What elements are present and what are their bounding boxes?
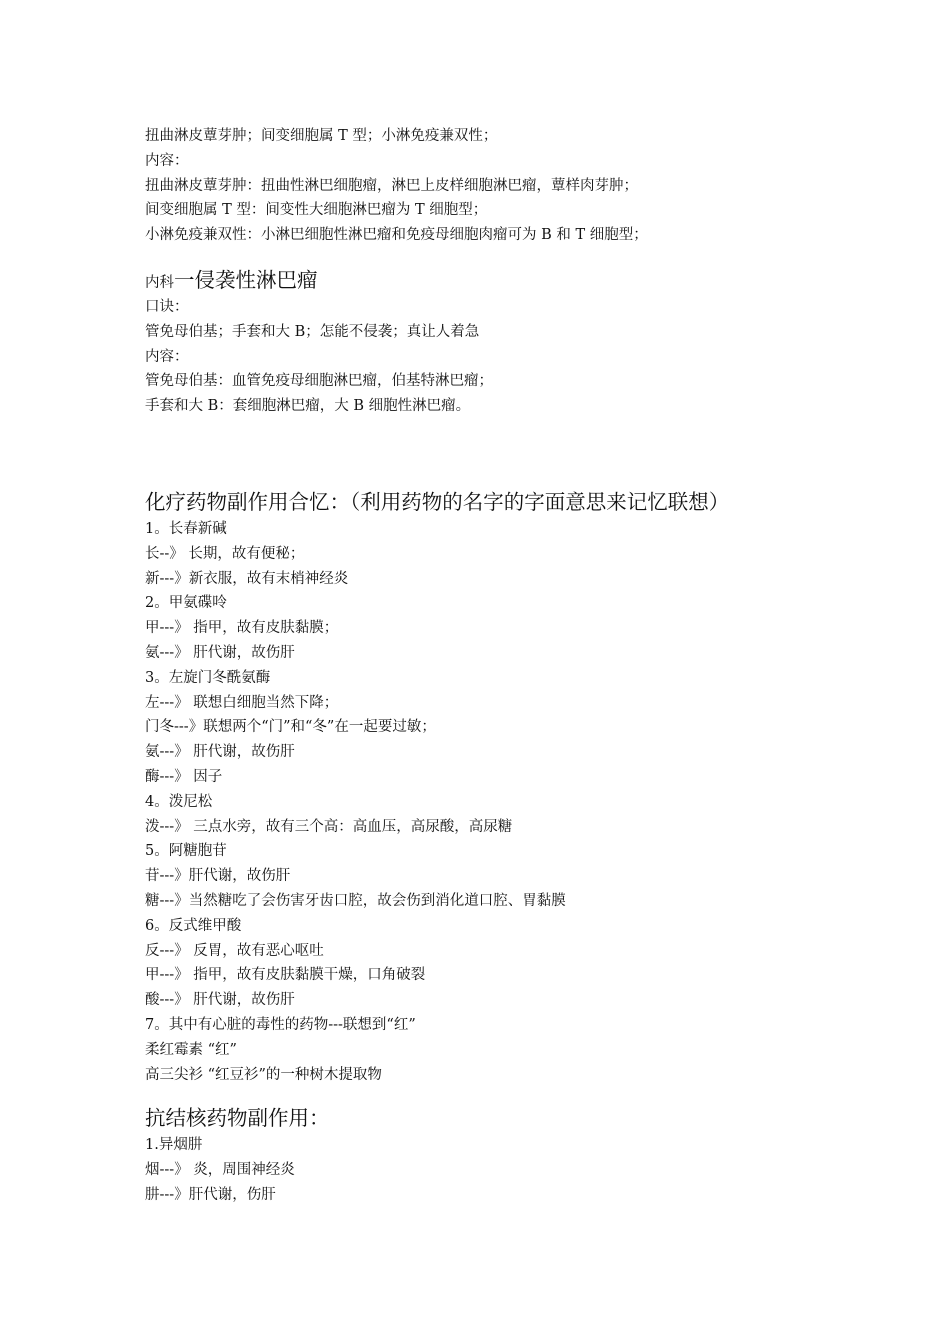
text-line: 1.异烟肼 (145, 1137, 203, 1154)
text-line: 烟---》 炎，周围神经炎 (145, 1162, 295, 1179)
text-line: 管免母伯基；手套和大 B；怎能不侵袭；真让人着急 (145, 323, 480, 340)
text-line: 甲---》 指甲，故有皮肤黏膜； (145, 620, 339, 637)
text-line: 5。阿糖胞苷 (145, 843, 227, 860)
section-heading: 抗结核药物副作用： (145, 1106, 330, 1131)
text-line: 扭曲淋皮蕈芽肿；间变细胞属 T 型；小淋免疫兼双性； (145, 128, 498, 144)
text-line: 6。反式维甲酸 (145, 917, 242, 934)
text-line: 泼---》 三点水旁，故有三个高：高血压，高尿酸，高尿糖 (145, 818, 513, 835)
text-line: 扭曲淋皮蕈芽肿：扭曲性淋巴细胞瘤，淋巴上皮样细胞淋巴瘤，蕈样肉芽肿； (145, 177, 638, 194)
text-line: 口诀： (145, 298, 189, 315)
text-line: 小淋免疫兼双性：小淋巴细胞性淋巴瘤和免疫母细胞肉瘤可为 B 和 T 细胞型； (145, 227, 648, 244)
document-content (145, 124, 925, 1208)
text-line: 管免母伯基：血管免疫母细胞淋巴瘤，伯基特淋巴瘤； (145, 373, 493, 390)
spacer (145, 1087, 925, 1103)
text-line: 高三尖衫 “红豆衫”的一种树木提取物 (145, 1066, 382, 1083)
section-chemo-side-effects (145, 487, 925, 1087)
section-aggressive-lymphoma (145, 265, 925, 419)
section-antitb-side-effects (145, 1103, 925, 1207)
text-line: 3。左旋门冬酰氨酶 (145, 669, 271, 686)
text-line: 糖---》当然糖吃了会伤害牙齿口腔，故会伤到消化道口腔、胃黏膜 (145, 892, 566, 909)
text-line: 长--》 长期，故有便秘； (145, 545, 305, 562)
text-line: 左---》 联想白细胞当然下降； (145, 694, 339, 711)
text-line: 新---》新衣服，故有末梢神经炎 (145, 570, 349, 587)
text-line: 苷---》肝代谢，故伤肝 (145, 868, 291, 885)
text-line: 4。泼尼松 (145, 793, 213, 810)
text-line: 氨---》 肝代谢，故伤肝 (145, 744, 295, 761)
section-heading (145, 265, 925, 295)
text-line: 反---》 反胃，故有恶心呕吐 (145, 942, 324, 959)
text-line: 门冬---》联想两个“门”和“冬”在一起要过敏； (145, 719, 436, 736)
text-line: 氨---》 肝代谢，故伤肝 (145, 644, 295, 661)
heading-prefix: 内科 (145, 274, 174, 291)
text-line: 甲---》 指甲，故有皮肤黏膜干燥，口角破裂 (145, 967, 426, 984)
section-heading: 化疗药物副作用合忆：（利用药物的名字的字面意思来记忆联想） (145, 489, 730, 514)
text-line: 内容： (145, 348, 189, 365)
text-line: 2。甲氨碟呤 (145, 595, 227, 612)
text-line: 柔红霉素 “红” (145, 1041, 237, 1058)
text-line: 手套和大 B：套细胞淋巴瘤，大 B 细胞性淋巴瘤。 (145, 398, 471, 415)
section-lymphoma-types (145, 124, 925, 248)
text-line: 酸---》 肝代谢，故伤肝 (145, 992, 295, 1009)
text-line: 内容： (145, 152, 189, 169)
text-line: 酶---》 因子 (145, 768, 223, 785)
spacer (145, 248, 925, 265)
text-line: 间变细胞属 T 型：间变性大细胞淋巴瘤为 T 细胞型； (145, 202, 488, 219)
text-line: 肼---》肝代谢，伤肝 (145, 1186, 276, 1203)
spacer (145, 419, 925, 487)
heading-main: 一侵袭性淋巴瘤 (174, 267, 318, 292)
text-line: 7。其中有心脏的毒性的药物---联想到“红” (145, 1016, 416, 1033)
text-line: 1。长春新碱 (145, 520, 227, 537)
